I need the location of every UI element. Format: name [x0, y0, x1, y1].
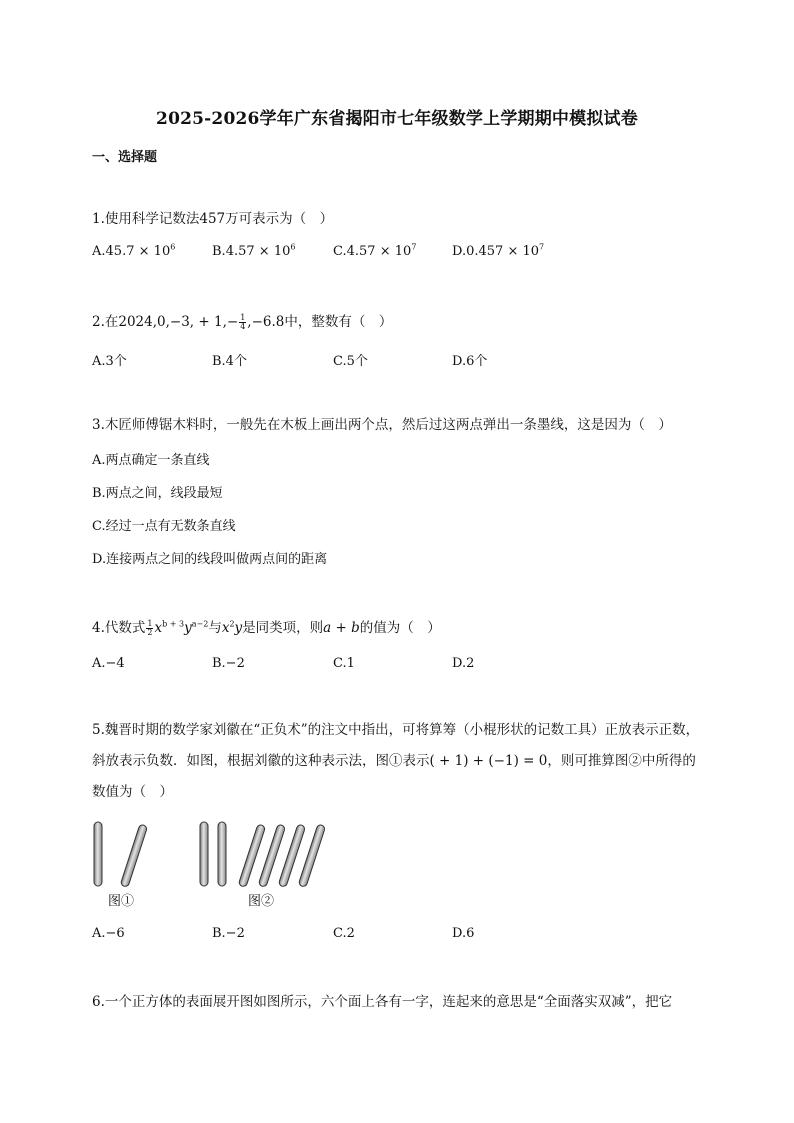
question-4-option-b[interactable]: B.−2: [212, 656, 245, 671]
question-1-stem: 1.使用科学记数法457万可表示为（ ）: [92, 211, 334, 227]
times-sign: ×: [138, 244, 150, 259]
question-1-option-c[interactable]: [333, 244, 416, 259]
question-1-option-b[interactable]: [212, 244, 295, 259]
option-mantissa: 0.457: [466, 244, 504, 259]
option-exponent: 7: [411, 242, 417, 252]
stem-text: ,−6.8中，整数有（ ）: [247, 314, 393, 330]
option-base: 10: [394, 244, 412, 259]
question-3-option-a[interactable]: A.两点确定一条直线: [92, 453, 210, 468]
exam-title: 2025-2026学年广东省揭阳市七年级数学上学期期中模拟试卷: [156, 109, 638, 129]
times-sign: ×: [258, 244, 270, 259]
option-letter: C.: [333, 244, 347, 259]
fraction-denominator: 4: [240, 322, 246, 331]
figure-2-rods: [200, 822, 326, 887]
question-4-stem: [92, 618, 441, 638]
option-mantissa: 45.7: [105, 244, 135, 259]
question-2-stem: [92, 312, 392, 332]
figure-1-label: 图①: [108, 894, 135, 909]
option-letter: B.: [212, 244, 226, 259]
option-exponent: 6: [290, 242, 296, 252]
exponent: 2: [229, 619, 235, 629]
variable-x: x: [154, 620, 163, 636]
slanted-rod: [120, 824, 147, 887]
stem-text: 与: [208, 620, 222, 636]
question-4-option-c[interactable]: C.1: [333, 656, 355, 671]
question-5-option-a[interactable]: A.−6: [92, 926, 125, 941]
question-2-option-d[interactable]: D.6个: [452, 354, 488, 369]
option-letter: A.: [92, 244, 106, 259]
question-3-stem: 3.木匠师傅锯木料时，一般先在木板上画出两个点，然后过这两点弹出一条墨线，这是因为（ ）: [92, 417, 672, 433]
variable-y: y: [184, 620, 192, 636]
fraction-numerator: 1: [147, 619, 153, 628]
question-1-option-a[interactable]: [92, 244, 175, 259]
question-5-stem: 5.魏晋时期的数学家刘徽在“正负术”的注文中指出，可将算筹（小棍形状的记数工具）正放表示正数，斜放表示负数．如图，根据刘徽的这种表示法，图①表示( + 1) + (−1) = 0，则可推算图②中所得的数值为（ ）: [92, 722, 700, 800]
option-mantissa: 4.57: [346, 244, 376, 259]
stem-text: 2.在2024,0,−3, + 1,−: [92, 314, 239, 330]
variable-y: y: [234, 620, 243, 636]
upright-rod: [200, 822, 208, 886]
question-4-option-d[interactable]: D.2: [452, 656, 475, 671]
times-sign: ×: [507, 244, 519, 259]
stem-text: 4.代数式: [92, 620, 146, 636]
stem-text: 是同类项，则: [242, 620, 324, 636]
question-5-option-d[interactable]: D.6: [452, 926, 475, 941]
question-3-option-c[interactable]: C.经过一点有无数条直线: [92, 519, 236, 534]
option-letter: D.: [452, 244, 467, 259]
option-mantissa: 4.57: [225, 244, 255, 259]
fraction-denominator: 2: [147, 628, 153, 637]
variable-x: x: [221, 620, 230, 636]
option-base: 10: [153, 244, 171, 259]
question-2-option-c[interactable]: C.5个: [333, 354, 368, 369]
upright-rod: [94, 822, 102, 886]
fraction: [146, 620, 153, 637]
counting-rods-figure: [88, 818, 348, 890]
upright-rod: [218, 822, 226, 886]
fraction-numerator: 1: [240, 313, 246, 322]
question-3-option-d[interactable]: D.连接两点之间的线段叫做两点间的距离: [92, 552, 328, 567]
question-2-option-b[interactable]: B.4个: [212, 354, 247, 369]
question-5-option-c[interactable]: C.2: [333, 926, 355, 941]
option-exponent: 6: [170, 242, 176, 252]
figure-1-rods: [94, 822, 148, 887]
question-1-option-d[interactable]: [452, 244, 544, 259]
option-exponent: 7: [539, 242, 545, 252]
expression: a + b: [323, 620, 360, 636]
question-6-stem: 6.一个正方体的表面展开图如图所示，六个面上各有一字，连起来的意思是“全面落实双减”，把它: [92, 994, 673, 1010]
question-2-option-a[interactable]: A.3个: [92, 354, 127, 369]
option-base: 10: [273, 244, 291, 259]
question-3-option-b[interactable]: B.两点之间，线段最短: [92, 486, 223, 501]
exponent: a−2: [191, 619, 209, 629]
section-heading: 一、选择题: [92, 150, 158, 165]
exponent: b + 3: [162, 619, 185, 629]
question-4-option-a[interactable]: A.−4: [92, 656, 125, 671]
option-base: 10: [522, 244, 540, 259]
figure-2-label: 图②: [248, 894, 275, 909]
times-sign: ×: [379, 244, 391, 259]
question-5-option-b[interactable]: B.−2: [212, 926, 245, 941]
fraction: [239, 314, 246, 331]
stem-text: 的值为（ ）: [359, 620, 441, 636]
